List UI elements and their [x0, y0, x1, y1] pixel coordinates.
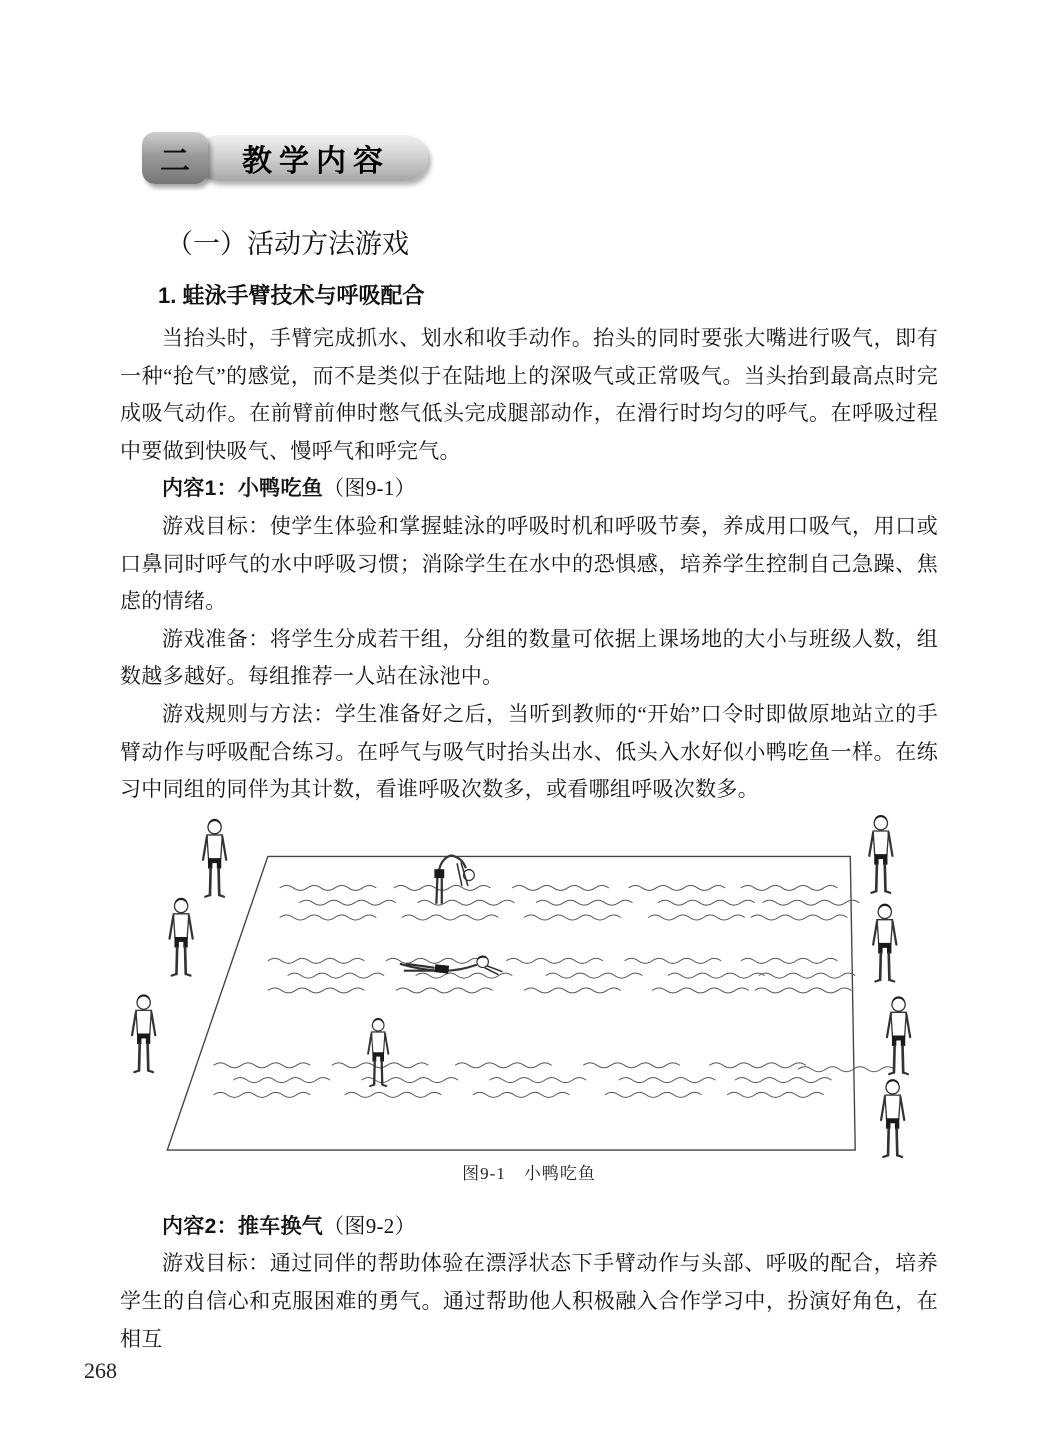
- section-heading: （一）活动方法游戏: [166, 229, 409, 259]
- content1-line: [120, 470, 938, 508]
- swimmer-bending-icon: [434, 855, 474, 903]
- students-right-group: [869, 815, 910, 1157]
- figure-9-1: [120, 811, 938, 1158]
- chapter-number-badge: 二: [142, 132, 208, 184]
- figure-caption: 图9-1 小鸭吃鱼: [462, 1163, 596, 1183]
- water-waves-band-3: [214, 1063, 895, 1097]
- page-number: 268: [84, 1358, 117, 1383]
- game1-rules-paragraph: 游戏规则与方法：学生准备好之后，当听到教师的“开始”口令时即做原地站立的手臂动作与呼吸配合练习。在呼气与吸气时抬头出水、低头入水好似小鸭吃鱼一样。在练习中同组的同伴为其计数，看谁呼吸次数多，或看哪组呼吸次数多。: [120, 701, 938, 802]
- students-left-group: [132, 819, 226, 1072]
- pool-illustration: [120, 811, 938, 1158]
- student-in-pool-icon: [368, 1018, 388, 1086]
- water-waves-band-2: [268, 958, 855, 992]
- pool-outline-icon: [167, 856, 855, 1150]
- chapter-header-badge: [142, 132, 428, 184]
- chapter-title-badge: 教学内容: [196, 135, 428, 181]
- content2-line: [120, 1208, 938, 1246]
- game1-prep-paragraph: 游戏准备：将学生分成若干组，分组的数量可依据上课场地的大小与班级人数，组数越多越好。每组推荐一人站在泳池中。: [120, 626, 938, 689]
- content1-figure-ref: （图9-1）: [323, 476, 416, 501]
- intro-paragraph: 当抬头时，手臂完成抓水、划水和收手动作。抬头的同时要张大嘴进行吸气，即有一种“抢气”的感觉，而不是类似于在陆地上的深吸气或正常吸气。当头抬到最高点时完成吸气动作。在前臂前伸时憋气低头完成腿部动作，在滑行时均匀的呼气。在呼吸过程中要做到快吸气、慢呼气和呼完气。: [120, 326, 938, 463]
- content2-figure-ref: （图9-2）: [323, 1213, 416, 1238]
- page-content: [120, 224, 938, 1358]
- subsection-heading: 1. 蛙泳手臂技术与呼吸配合: [158, 283, 425, 308]
- content2-label: 内容2：推车换气: [162, 1214, 324, 1238]
- water-waves-band-1: [280, 885, 859, 919]
- game1-goal-paragraph: 游戏目标：使学生体验和掌握蛙泳的呼吸时机和呼吸节奏，养成用口吸气，用口或口鼻同时呼气的水中呼吸习惯；消除学生在水中的恐惧感，培养学生控制自己急躁、焦虑的情绪。: [120, 513, 938, 614]
- content1-label: 内容1：小鸭吃鱼: [162, 477, 324, 501]
- game2-goal-paragraph: 游戏目标：通过同伴的帮助体验在漂浮状态下手臂动作与头部、呼吸的配合，培养学生的自信心和克服困难的勇气。通过帮助他人积极融入合作学习中，扮演好角色，在相互: [120, 1251, 938, 1351]
